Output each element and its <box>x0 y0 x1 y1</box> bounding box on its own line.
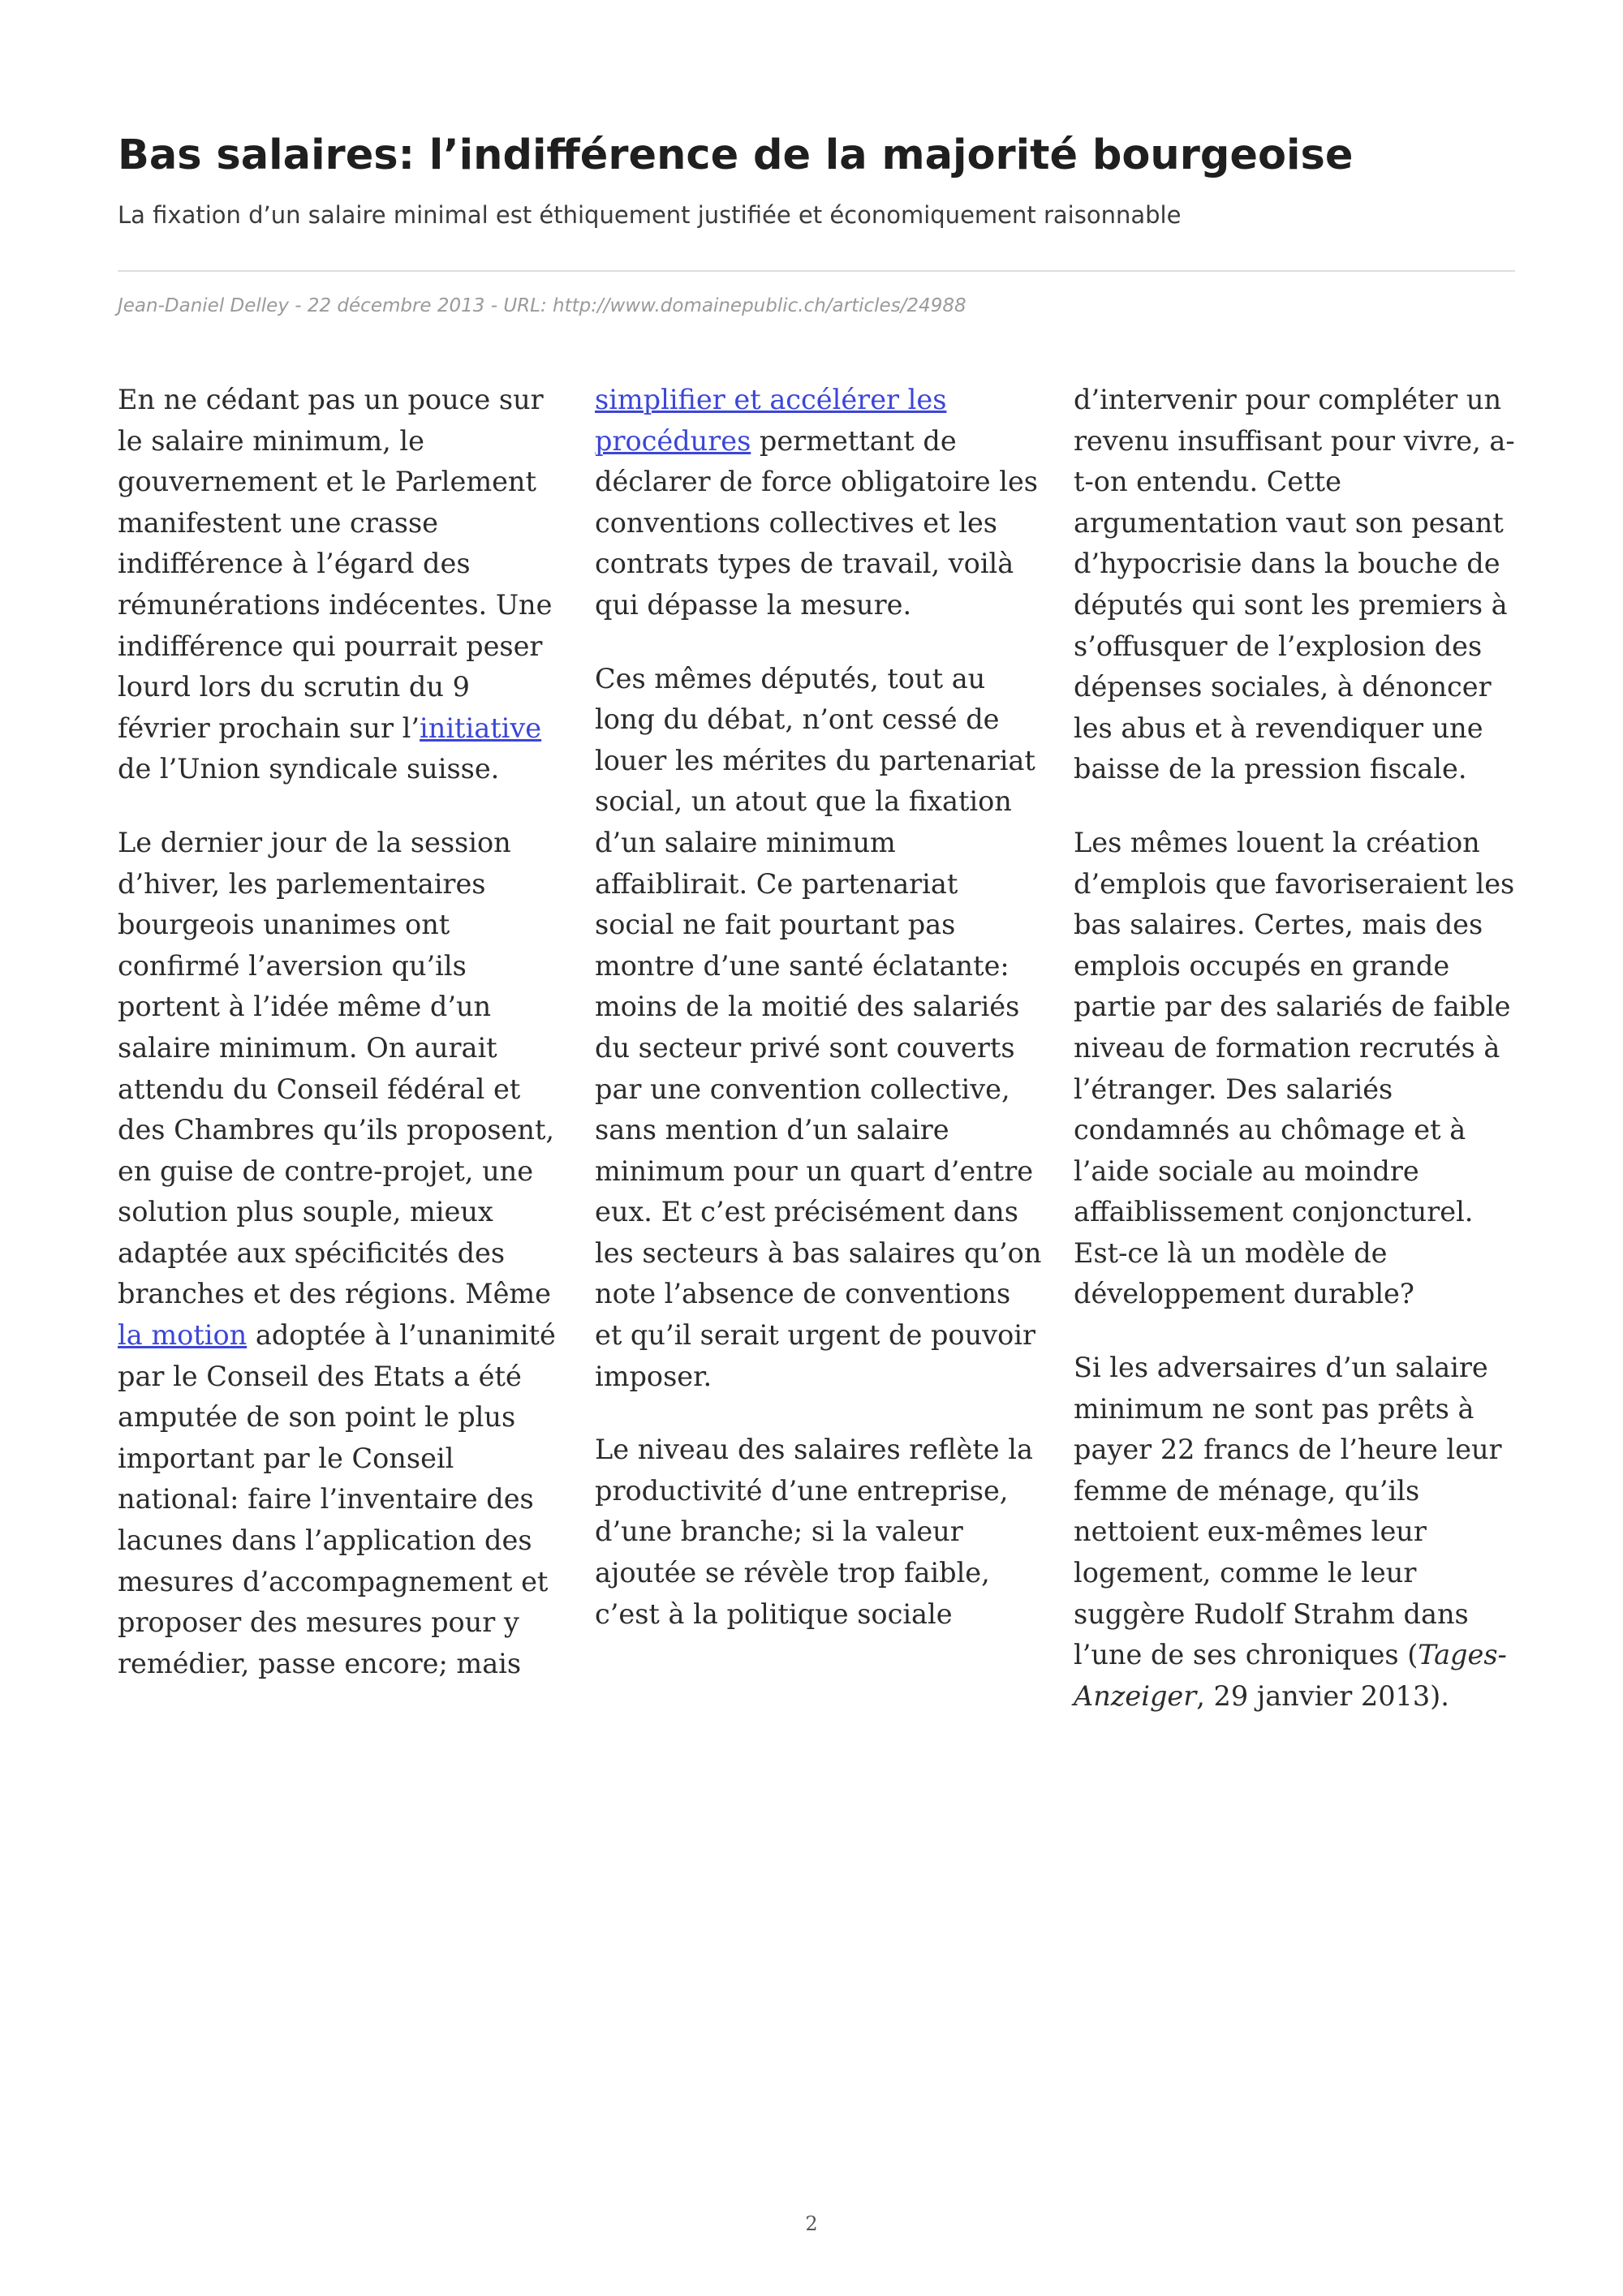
paragraph-2-text-c: permettant de déclarer de force obligatoire les conventions collectives et les contrats types de travail, voilà qui dépasse la mesure. <box>595 424 1038 621</box>
procedures-link[interactable]: simplifier et accélérer les procédures <box>595 384 947 457</box>
paragraph-4-continued: d’intervenir pour compléter un revenu insuffisant pour vivre, a-t-on entendu. Cette argumentation vaut son pesant d’hypocrisie dans la bouche de députés qui sont les premiers à s’offusquer de l’explosion des dépenses sociales, à dénoncer les abus et à revendiquer une baisse de la pression fiscale. <box>1074 384 1515 785</box>
paragraph-1-text-b: de l’Union syndicale suisse. <box>118 753 500 785</box>
text-column-3 <box>1074 380 1524 1749</box>
initiative-link[interactable]: initiative <box>420 712 542 744</box>
article-byline: Jean-Daniel Delley - 22 décembre 2013 - URL: http://www.domainepublic.ch/articles/24988 <box>118 295 966 316</box>
paragraph-2-continued <box>595 380 1045 626</box>
paragraph-2-text-a: Le dernier jour de la session d’hiver, les parlementaires bourgeois unanimes ont confirmé l’aversion qu’ils portent à l’idée même d’un salaire minimum. On aurait attendu du Conseil fédéral et des Chambres qu’ils proposent, en guise de contre-projet, une solution plus souple, mieux adaptée aux spécificités des branches et des régions. Même <box>118 826 555 1310</box>
paragraph-1-text-a: En ne cédant pas un pouce sur le salaire minimum, le gouvernement et le Parlement manifestent une crasse indifférence à l’égard des rémunérations indécentes. Une indifférence qui pourrait peser lourd lors du scrutin du 9 février prochain sur l’ <box>118 384 553 744</box>
tages-anzeiger-citation: Tages-Anzeiger <box>1074 1639 1507 1712</box>
paragraph-6-text-a: Si les adversaires d’un salaire minimum ne sont pas prêts à payer 22 francs de l’heure leur femme de ménage, qu’ils nettoient eux-mêmes leur logement, comme le leur suggère Rudolf Strahm dans l’une de ses chroniques ( <box>1074 1352 1502 1671</box>
text-column-1 <box>118 380 568 1717</box>
paragraph-6-text-b: , 29 janvier 2013). <box>1196 1679 1449 1712</box>
header-divider <box>118 270 1515 272</box>
paragraph-2-text-b: adoptée à l’unanimité par le Conseil des Etats a été amputée de son point le plus important par le Conseil national: faire l’inventaire des lacunes dans l’application des mesures d’accompagnement et proposer des mesures pour y remédier, passe encore; mais <box>118 1319 556 1679</box>
paragraph-2 <box>118 823 568 1684</box>
article-subtitle: La fixation d’un salaire minimal est éthiquement justifiée et économiquement raisonnable <box>118 201 1182 229</box>
page-number: 2 <box>805 2212 818 2235</box>
paragraph-6 <box>1074 1348 1524 1717</box>
article-title: Bas salaires: l’indifférence de la majorité bourgeoise <box>118 131 1354 179</box>
motion-link[interactable]: la motion <box>118 1319 248 1352</box>
paragraph-4: Le niveau des salaires reflète la productivité d’une entreprise, d’une branche; si la valeur ajoutée se révèle trop faible, c’est à la politique sociale <box>595 1434 1033 1630</box>
paragraph-1 <box>118 380 568 790</box>
paragraph-5: Les mêmes louent la création d’emplois que favoriseraient les bas salaires. Certes, mais des emplois occupés en grande partie par des salariés de faible niveau de formation recrutés à l’étranger. Des salariés condamnés au chômage et à l’aide sociale au moindre affaiblissement conjoncturel. Est-ce là un modèle de développement durable? <box>1074 826 1515 1310</box>
text-column-2 <box>595 380 1045 1667</box>
paragraph-3: Ces mêmes députés, tout au long du débat, n’ont cessé de louer les mérites du partenariat social, un atout que la fixation d’un salaire minimum affaiblirait. Ce partenariat social ne fait pourtant pas montre d’une santé éclatante: moins de la moitié des salariés du secteur privé sont couverts par une convention collective, sans mention d’un salaire minimum pour un quart d’entre eux. Et c’est précisément dans les secteurs à bas salaires qu’on note l’absence de conventions et qu’il serait urgent de pouvoir imposer. <box>595 662 1042 1392</box>
